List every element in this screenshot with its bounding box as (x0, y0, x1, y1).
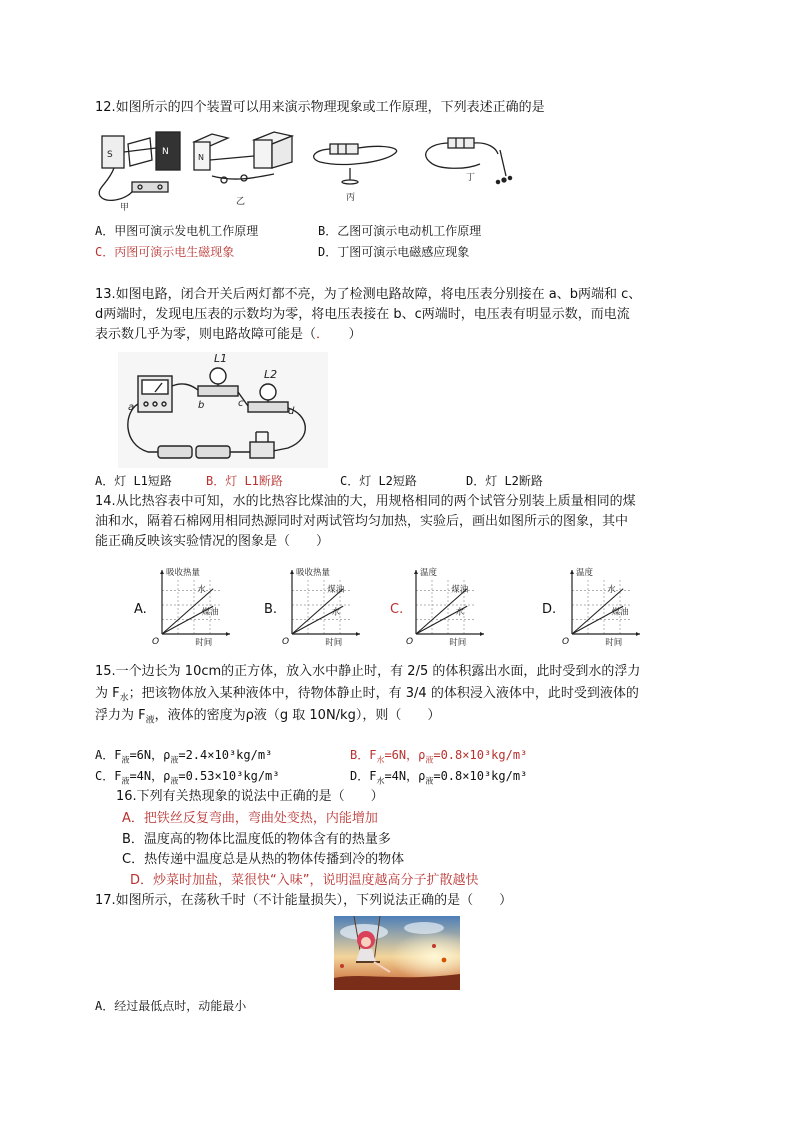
y-axis-arrow (290, 570, 294, 574)
origin-label: O (152, 637, 160, 647)
q15-option-d: D．$F_水=4N$，$\rho_液=0.8\times 10^3kg/m^3$ (350, 769, 528, 786)
q14-graph-d (560, 566, 648, 648)
q16-option-c: C．热传递中温度总是从热的物体传播到冷的物体 (122, 852, 405, 867)
q12-figure (94, 124, 524, 214)
q12-label-bing: 丙 (346, 193, 356, 203)
q13-label-a: a (128, 402, 135, 413)
y-axis-arrow (414, 570, 418, 574)
q12-stem: 12.如图所示的四个装置可以用来演示物理现象或工作原理，下列表述正确的是 (95, 100, 545, 115)
q12-label-yi: 乙 (236, 197, 246, 207)
q14-stem-line2: 油和水，隔着石棉网用相同热源同时对两试管均匀加热，实验后，画出如图所示的图象，其中 (95, 514, 629, 529)
q12-device-bing (314, 144, 397, 184)
y-axis-label: 温度 (420, 568, 438, 578)
q13-option-b: B．灯 L1断路 (206, 474, 283, 488)
q12-device-yi (194, 132, 292, 183)
q13-label-c: c (238, 398, 244, 409)
origin-label: O (406, 637, 414, 647)
x-axis-label: 时间 (605, 638, 623, 648)
q12-device-jia (99, 132, 180, 200)
q13-label-d: d (288, 406, 295, 417)
series-label-upper: 水 (197, 585, 206, 596)
q12-label-ding: 丁 (466, 173, 476, 183)
q13-stem-line2: d两端时，发现电压表的示数均为零，将电压表接在 b、c两端时，电压表有明显示数，而电流 (95, 307, 630, 322)
q13-stem-line3: 表示数几乎为零，则电路故障可能是（． ） (95, 327, 362, 342)
svg-text:S: S (107, 150, 113, 160)
x-axis-arrow (226, 632, 230, 636)
q12-option-a: A．甲图可演示发电机工作原理 (95, 224, 259, 238)
series-label-lower: 水 (455, 607, 465, 618)
q13-label-l2: L2 (264, 368, 278, 381)
q14-stem-line1: 14.从比热容表中可知，水的比热容比煤油的大，用规格相同的两个试管分别装上质量相同的煤 (95, 494, 636, 509)
q15-stem-line3: 浮力为 $F_液$，液体的密度为ρ液（g 取 10N/kg），则（ ） (95, 708, 441, 726)
q15-option-c: C．$F_液=4N$，$\rho_液=0.53\times 10^3kg/m^3$ (95, 769, 280, 786)
q15-stem-line2: 为 $F_水$；把该物体放入某种液体中，待物体静止时，有 3/4 的体积浸入液体中，此时受到液体的 (95, 686, 639, 704)
q16-option-d: D．炒菜时加盐，菜很快“入味”，说明温度越高分子扩散越快 (130, 873, 479, 888)
x-axis-arrow (636, 632, 640, 636)
q12-option-d: D．丁图可演示电磁感应现象 (318, 245, 470, 259)
q17-swing-illustration (334, 916, 460, 990)
q14-graph-b-letter: B. (264, 602, 278, 617)
x-axis-label: 时间 (195, 638, 213, 648)
x-axis-arrow (356, 632, 360, 636)
series-label-upper: 煤油 (451, 585, 469, 596)
q14-graph-a-letter: A. (134, 602, 147, 617)
q14-graph-c-letter: C. (390, 602, 404, 617)
x-axis-label: 时间 (325, 638, 343, 648)
x-axis-label: 时间 (449, 638, 467, 648)
q13-option-c: C．灯 L2短路 (340, 474, 417, 488)
q14-graph-a (150, 566, 238, 648)
q13-circuit-figure (118, 352, 328, 468)
q13-label-l1: L1 (214, 352, 228, 365)
y-axis-arrow (160, 570, 164, 574)
q12-label-jia: 甲 (120, 203, 130, 213)
q15-stem-line1: 15.一个边长为 10cm的正方体，放入水中静止时，有 2/5 的体积露出水面，此时受到水的浮力 (95, 664, 641, 679)
y-axis-label: 温度 (576, 568, 594, 578)
q17-option-a: A．经过最低点时，动能最小 (95, 999, 247, 1013)
svg-text:N: N (198, 153, 204, 162)
origin-label: O (282, 637, 290, 647)
q15-option-b: B．$F_水=6N$，$\rho_液=0.8\times 10^3kg/m^3$ (350, 748, 528, 765)
x-axis-arrow (480, 632, 484, 636)
q12-option-b: B．乙图可演示电动机工作原理 (318, 224, 482, 238)
q16-stem: 16.下列有关热现象的说法中正确的是（ ） (116, 789, 384, 804)
q15-option-a: A．$F_液=6N$，$\rho_液=2.4\times 10^3kg/m^3$ (95, 748, 273, 765)
q13-option-d: D．灯 L2断路 (466, 474, 543, 488)
series-label-upper: 煤油 (327, 585, 345, 596)
q12-option-c: C．丙图可演示电生磁现象 (95, 245, 235, 259)
series-label-lower: 煤油 (201, 607, 219, 618)
y-axis-label: 吸收热量 (296, 568, 331, 578)
q13-option-a: A．灯 L1短路 (95, 474, 172, 488)
y-axis-arrow (570, 570, 574, 574)
q14-graph-b (280, 566, 368, 648)
y-axis-label: 吸收热量 (166, 568, 201, 578)
q16-option-a: A．把铁丝反复弯曲，弯曲处变热，内能增加 (122, 811, 378, 826)
q14-graph-d-letter: D. (542, 602, 557, 617)
origin-label: O (562, 637, 570, 647)
q13-stem-line1: 13.如图电路，闭合开关后两灯都不亮，为了检测电路故障，将电压表分别接在 a、b两端和 c、 (95, 287, 642, 302)
series-label-lower: 水 (331, 607, 341, 618)
series-label-upper: 水 (607, 585, 616, 596)
q16-option-b: B．温度高的物体比温度低的物体含有的热量多 (122, 832, 391, 847)
svg-text:N: N (162, 147, 169, 157)
series-label-lower: 煤油 (611, 607, 629, 618)
q17-stem: 17.如图所示，在荡秋千时（不计能量损失），下列说法正确的是（ ） (95, 893, 513, 908)
q13-label-b: b (198, 400, 205, 411)
q14-stem-line3: 能正确反映该实验情况的图象是（ ） (95, 534, 330, 549)
q14-graph-c (404, 566, 492, 648)
